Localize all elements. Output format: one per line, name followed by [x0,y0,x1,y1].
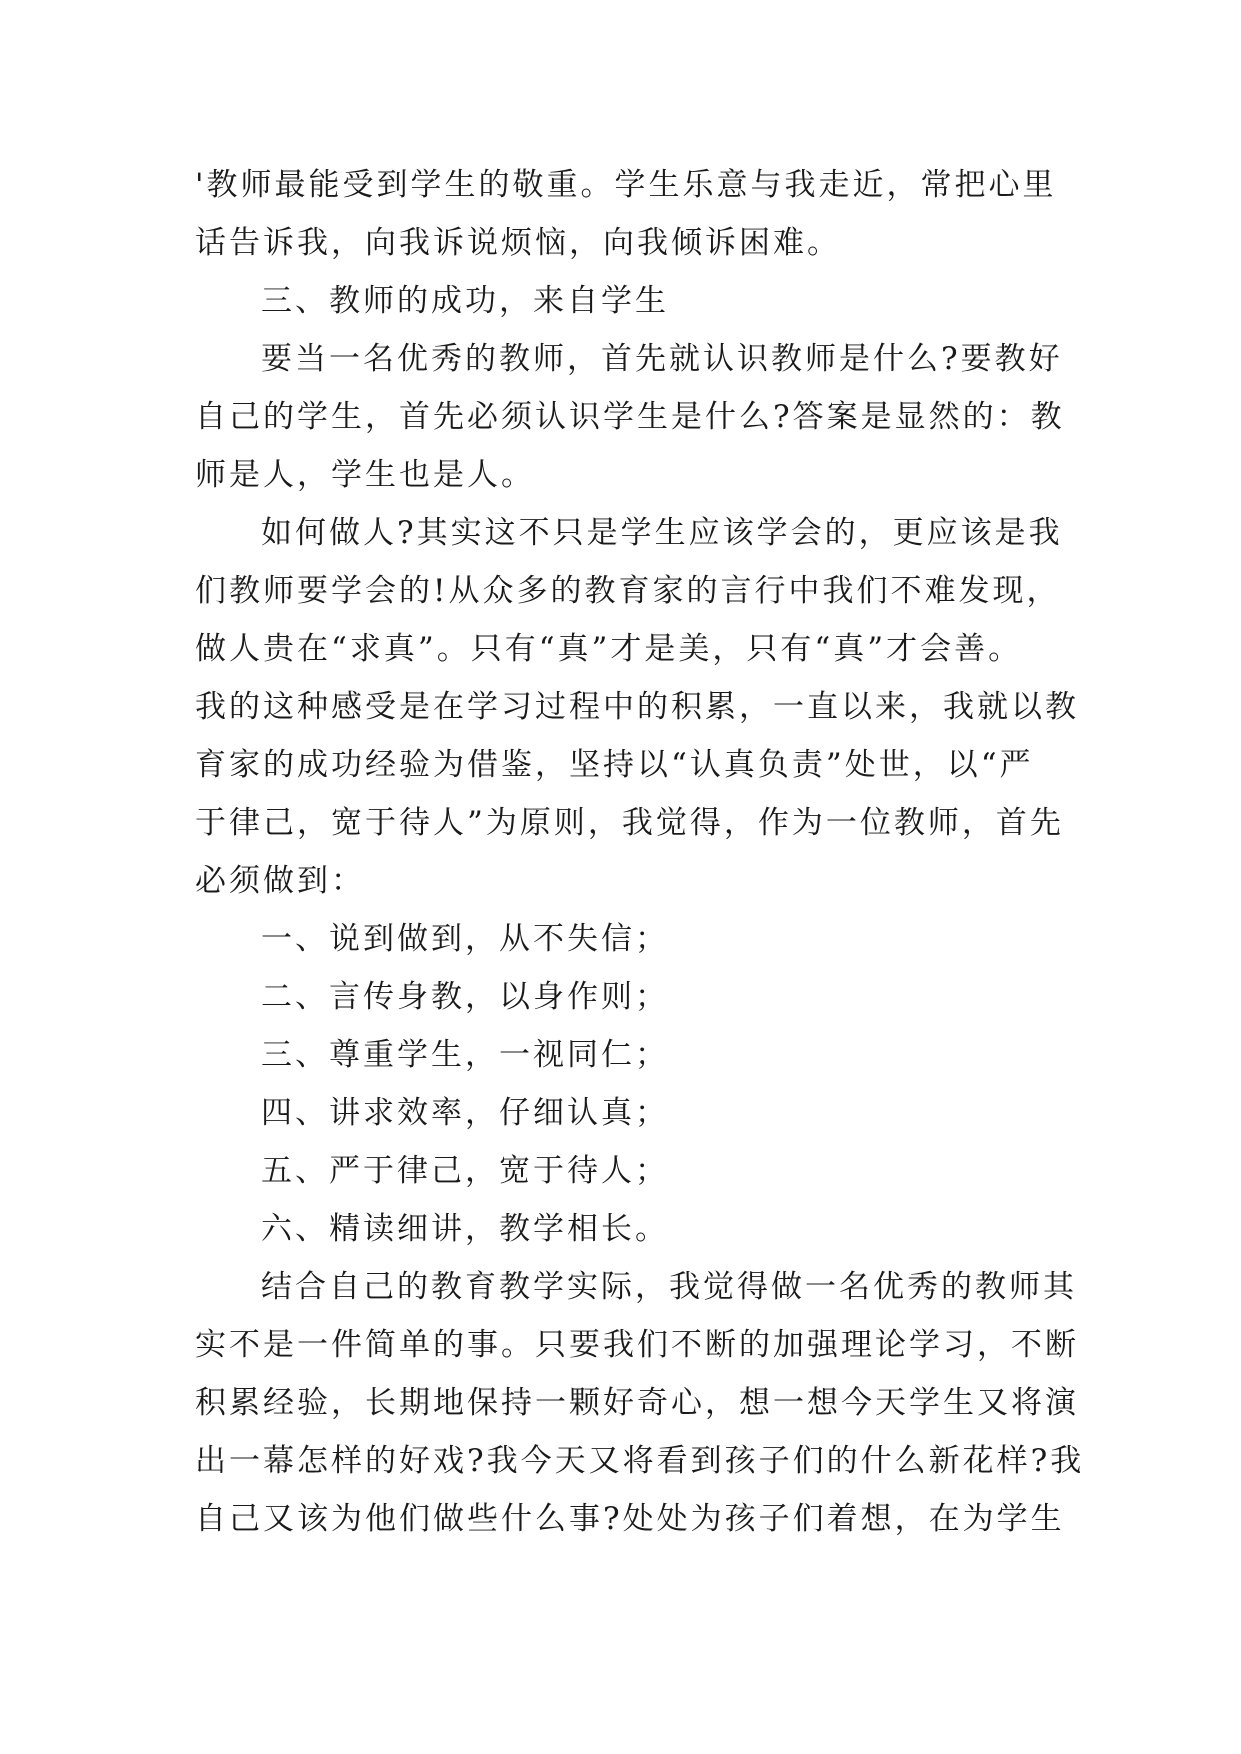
text-line: '教师最能受到学生的敬重。学生乐意与我走近，常把心里 [195,167,1057,203]
text-line: 三、教师的成功，来自学生 [261,283,669,319]
text-line: 育家的成功经验为借鉴，坚持以“认真负责”处世，以“严 [195,747,1034,783]
text-line: 如何做人?其实这不只是学生应该学会的，更应该是我 [261,515,1063,551]
text-line: 积累经验，长期地保持一颗好奇心，想一想今天学生又将演 [195,1385,1079,1421]
text-line: 实不是一件简单的事。只要我们不断的加强理论学习，不断 [195,1327,1079,1363]
text-line: 必须做到： [195,863,365,899]
text-line: 自己的学生，首先必须认识学生是什么?答案是显然的：教 [195,399,1065,435]
text-line: 五、严于律己，宽于待人； [261,1153,669,1189]
text-line: 结合自己的教育教学实际，我觉得做一名优秀的教师其 [261,1269,1077,1305]
text-line: 四、讲求效率，仔细认真； [261,1095,669,1131]
text-line: 六、精读细讲，教学相长。 [261,1211,669,1247]
text-line: 们教师要学会的!从众多的教育家的言行中我们不难发现， [195,573,1061,609]
text-line: 二、言传身教，以身作则； [261,979,669,1015]
body-text [195,156,1085,1548]
text-line: 于律己，宽于待人”为原则，我觉得，作为一位教师，首先 [195,805,1064,841]
text-line: 话告诉我，向我诉说烦恼，向我倾诉困难。 [195,225,841,261]
text-line: 做人贵在“求真”。只有“真”才是美，只有“真”才会善。 [195,631,1023,667]
text-line: 师是人，学生也是人。 [195,457,535,493]
text-line: 要当一名优秀的教师，首先就认识教师是什么?要教好 [261,341,1063,377]
text-line: 出一幕怎样的好戏?我今天又将看到孩子们的什么新花样?我 [195,1443,1085,1479]
text-line: 一、说到做到，从不失信； [261,921,669,957]
text-line: 自己又该为他们做些什么事?处处为孩子们着想，在为学生 [195,1501,1065,1537]
text-line: 三、尊重学生，一视同仁； [261,1037,669,1073]
text-line: 我的这种感受是在学习过程中的积累，一直以来，我就以教 [195,689,1079,725]
